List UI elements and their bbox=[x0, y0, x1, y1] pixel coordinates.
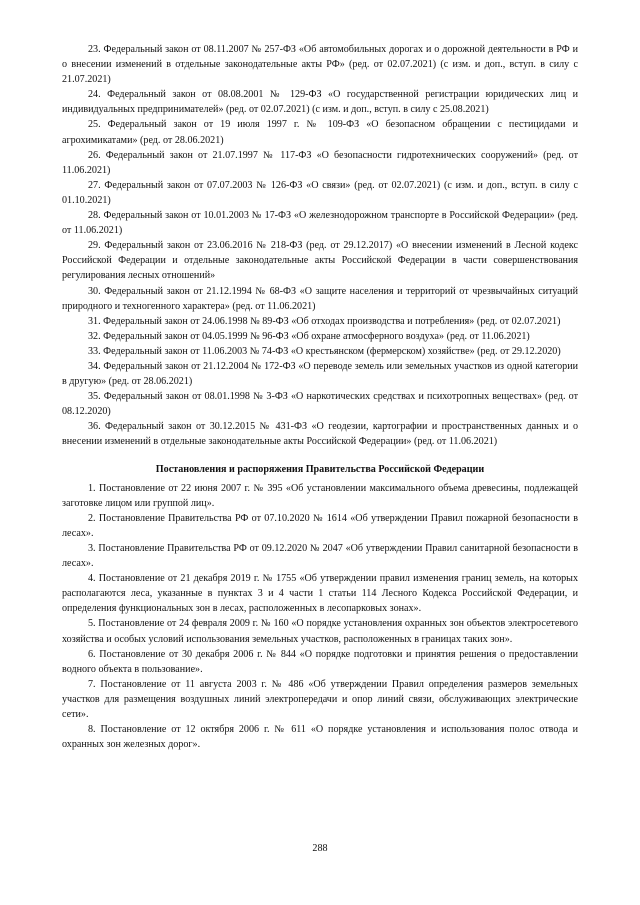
laws-list bbox=[62, 42, 578, 450]
list-item: 34. Федеральный закон от 21.12.2004 № 172-ФЗ «О переводе земель или земельных участков из одной категории в другую» (ред. от 28.06.2021) bbox=[62, 360, 578, 388]
list-item: 27. Федеральный закон от 07.07.2003 № 126-ФЗ «О связи» (ред. от 02.07.2021) (с изм. и доп., вступ. в силу с 01.10.2021) bbox=[62, 179, 578, 206]
list-item: 7. Постановление от 11 августа 2003 г. № 486 «Об утверждении Правил определения размеров земельных участков для размещения воздушных линий электропередачи и опор линий связи, обслуживающих электрические сети». bbox=[62, 678, 578, 721]
list-item: 35. Федеральный закон от 08.01.1998 № 3-ФЗ «О наркотических средствах и психотропных веществах» (ред. от 08.12.2020) bbox=[62, 391, 578, 418]
list-item: 6. Постановление от 30 декабря 2006 г. № 844 «О порядке подготовки и принятия решения о предоставлении водного объекта в пользование». bbox=[62, 648, 578, 675]
list-item: 25. Федеральный закон от 19 июля 1997 г. № 109-ФЗ «О безопасном обращении с пестицидами и агрохимикатами» (ред. от 28.06.2021) bbox=[62, 119, 578, 146]
page-content bbox=[62, 42, 578, 752]
list-item: 26. Федеральный закон от 21.07.1997 № 117-ФЗ «О безопасности гидротехнических сооружений» (ред. от 11.06.2021) bbox=[62, 149, 578, 176]
list-item: 2. Постановление Правительства РФ от 07.10.2020 № 1614 «Об утверждении Правил пожарной безопасности в лесах». bbox=[62, 512, 578, 539]
section-title: Постановления и распоряжения Правительства Российской Федерации bbox=[155, 463, 485, 475]
list-item: 4. Постановление от 21 декабря 2019 г. № 1755 «Об утверждении правил изменения границ земель, на которых располагаются леса, указанные в пунктах 3 и 4 части 1 статьи 114 Лесного Кодекса Российской Федерации, и определения функциональных зон в лесах, расположенных в лесопарковых зонах». bbox=[62, 573, 578, 615]
list-item: 32. Федеральный закон от 04.05.1999 № 96-ФЗ «Об охране атмосферного воздуха» (ред. от 11.06.2021) bbox=[88, 330, 530, 342]
list-item: 5. Постановление от 24 февраля 2009 г. № 160 «О порядке установления охранных зон объектов электросетевого хозяйства и особых условий использования земельных участков, расположенных в границах таких зон». bbox=[62, 618, 578, 645]
list-item: 36. Федеральный закон от 30.12.2015 № 431-ФЗ «О геодезии, картографии и пространственных данных и о внесении изменений в отдельные законодательные акты Российской Федерации» (ред. от 11.06.2021) bbox=[62, 421, 578, 448]
list-item: 23. Федеральный закон от 08.11.2007 № 257-ФЗ «Об автомобильных дорогах и о дорожной деятельности в РФ и о внесении изменений в отдельные законодательные акты РФ» (ред. от 02.07.2021) (с изм. и доп., вступ. в силу с 21.07.2021) bbox=[62, 44, 578, 86]
list-item: 8. Постановление от 12 октября 2006 г. № 611 «О порядке установления и использования полос отвода и охранных зон железных дорог». bbox=[62, 724, 578, 751]
list-item: 1. Постановление от 22 июня 2007 г. № 395 «Об установлении максимального объема древесины, подлежащей заготовке лицом или группой лиц». bbox=[62, 482, 578, 509]
list-item: 24. Федеральный закон от 08.08.2001 № 129-ФЗ «О государственной регистрации юридических лиц и индивидуальных предпринимателей» (ред. от 02.07.2021) (с изм. и доп., вступ. в силу с 25.08.2021) bbox=[62, 89, 578, 116]
list-item: 29. Федеральный закон от 23.06.2016 № 218-ФЗ (ред. от 29.12.2017) «О внесении изменений в Лесной кодекс Российской Федерации и отдельные законодательные акты Российской Федерации в части совершенствования регулирования лесных отношений» bbox=[62, 240, 578, 282]
list-item: 3. Постановление Правительства РФ от 09.12.2020 № 2047 «Об утверждении Правил санитарной безопасности в лесах». bbox=[62, 543, 578, 570]
page-number: 288 bbox=[312, 843, 328, 854]
list-item: 33. Федеральный закон от 11.06.2003 № 74-ФЗ «О крестьянском (фермерском) хозяйстве» (ред. от 29.12.2020) bbox=[88, 345, 561, 357]
list-item: 30. Федеральный закон от 21.12.1994 № 68-ФЗ «О защите населения и территорий от чрезвычайных ситуаций природного и техногенного характера» (ред. от 11.06.2021) bbox=[62, 285, 578, 312]
resolutions-list bbox=[62, 481, 578, 753]
list-item: 28. Федеральный закон от 10.01.2003 № 17-ФЗ «О железнодорожном транспорте в Российской Федерации» (ред. от 11.06.2021) bbox=[62, 210, 578, 237]
list-item: 31. Федеральный закон от 24.06.1998 № 89-ФЗ «Об отходах производства и потребления» (ред. от 02.07.2021) bbox=[88, 315, 561, 327]
